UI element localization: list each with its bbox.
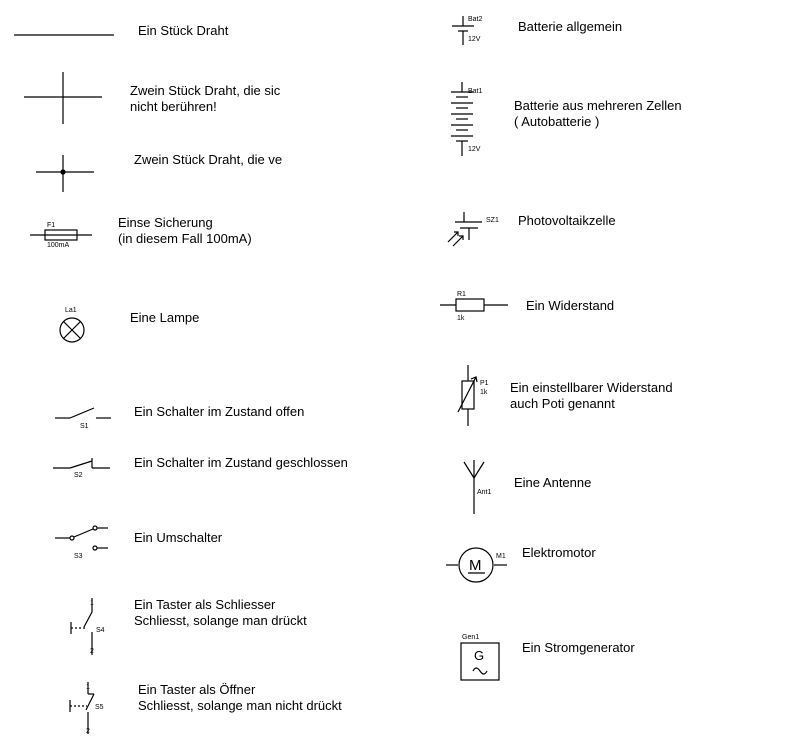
changeover-ref: S3	[74, 553, 83, 560]
crossing-label-line1: Zwein Stück Draht, die sic	[130, 83, 281, 98]
pushbutton-nc-label-line1: Ein Taster als Öffner	[138, 682, 256, 697]
crossing-label-line2: nicht berühren!	[130, 99, 217, 114]
resistor-ref: R1	[457, 291, 466, 298]
battery-symbol	[452, 16, 483, 45]
pushbutton-no-symbol	[71, 598, 105, 655]
lamp-label: Eine Lampe	[130, 310, 200, 325]
antenna-symbol	[464, 460, 492, 514]
lamp-symbol	[60, 307, 84, 342]
multicell-label	[514, 98, 682, 130]
resistor-symbol	[440, 291, 508, 322]
pot-label-line2: auch Poti genannt	[510, 396, 615, 411]
generator-ref: Gen1	[462, 634, 480, 641]
motor-symbol	[446, 548, 507, 582]
generator-symbol	[461, 634, 499, 680]
switch-open-ref: S1	[80, 423, 89, 430]
motor-label: Elektromotor	[522, 545, 596, 560]
pushbutton-nc-symbol	[70, 682, 104, 735]
multicell-value: 12V	[468, 146, 481, 153]
photovoltaic-cell-symbol	[448, 212, 499, 246]
crossing-wires-symbol	[24, 72, 102, 124]
changeover-label: Ein Umschalter	[134, 530, 223, 545]
solar-ref: SZ1	[486, 217, 499, 224]
resistor-value: 1k	[457, 315, 465, 322]
pushbutton-nc-label	[138, 682, 342, 714]
pot-label-line1: Ein einstellbarer Widerstand	[510, 380, 673, 395]
pushbutton-no-label-line2: Schliesst, solange man drückt	[134, 613, 307, 628]
pushbutton-nc-ref: S5	[95, 704, 104, 711]
antenna-ref: Ant1	[477, 489, 492, 496]
pushbutton-nc-pin2: 2	[86, 728, 90, 735]
multicell-battery-symbol	[451, 82, 483, 156]
battery-ref: Bat2	[468, 16, 483, 23]
resistor-label: Ein Widerstand	[526, 298, 615, 313]
pushbutton-no-pin2: 2	[90, 648, 94, 655]
switch-closed-ref: S2	[74, 472, 83, 479]
junction-label: Zwein Stück Draht, die ve	[134, 152, 283, 167]
changeover-switch-symbol	[55, 526, 108, 560]
switch-closed-label: Ein Schalter im Zustand geschlossen	[134, 455, 348, 470]
pot-label	[510, 380, 673, 412]
multicell-label-line2: ( Autobatterie )	[514, 114, 600, 129]
multicell-ref: Bat1	[468, 88, 483, 95]
antenna-label: Eine Antenne	[514, 475, 592, 490]
generator-glyph: G	[474, 648, 485, 663]
fuse-value: 100mA	[47, 242, 70, 249]
motor-glyph: M	[469, 557, 482, 574]
lamp-ref: La1	[65, 307, 77, 314]
switch-open-label: Ein Schalter im Zustand offen	[134, 404, 305, 419]
fuse-label	[118, 215, 252, 247]
switch-closed-symbol	[53, 458, 110, 479]
pot-value: 1k	[480, 389, 488, 396]
wire-label: Ein Stück Draht	[138, 23, 229, 38]
battery-value: 12V	[468, 36, 481, 43]
potentiometer-symbol	[458, 365, 489, 426]
switch-open-symbol	[55, 408, 111, 430]
fuse-ref: F1	[47, 222, 56, 229]
motor-ref: M1	[496, 553, 506, 560]
fuse-label-line2: (in diesem Fall 100mA)	[118, 231, 252, 246]
generator-label: Ein Stromgenerator	[522, 640, 635, 655]
fuse-symbol	[30, 222, 92, 249]
pot-ref: P1	[480, 380, 489, 387]
fuse-label-line1: Einse Sicherung	[118, 215, 213, 230]
pushbutton-no-label	[134, 597, 307, 629]
multicell-label-line1: Batterie aus mehreren Zellen	[514, 98, 682, 113]
crossing-label	[130, 83, 288, 115]
pushbutton-nc-label-line2: Schliesst, solange man nicht drückt	[138, 698, 342, 713]
junction-wires-symbol	[36, 155, 94, 192]
pushbutton-no-label-line1: Ein Taster als Schliesser	[134, 597, 276, 612]
pushbutton-nc-pin1: 1	[86, 684, 90, 691]
solar-label: Photovoltaikzelle	[518, 213, 616, 228]
pushbutton-no-pin1: 1	[90, 600, 94, 607]
battery-label: Batterie allgemein	[518, 19, 623, 34]
pushbutton-no-ref: S4	[96, 627, 105, 634]
